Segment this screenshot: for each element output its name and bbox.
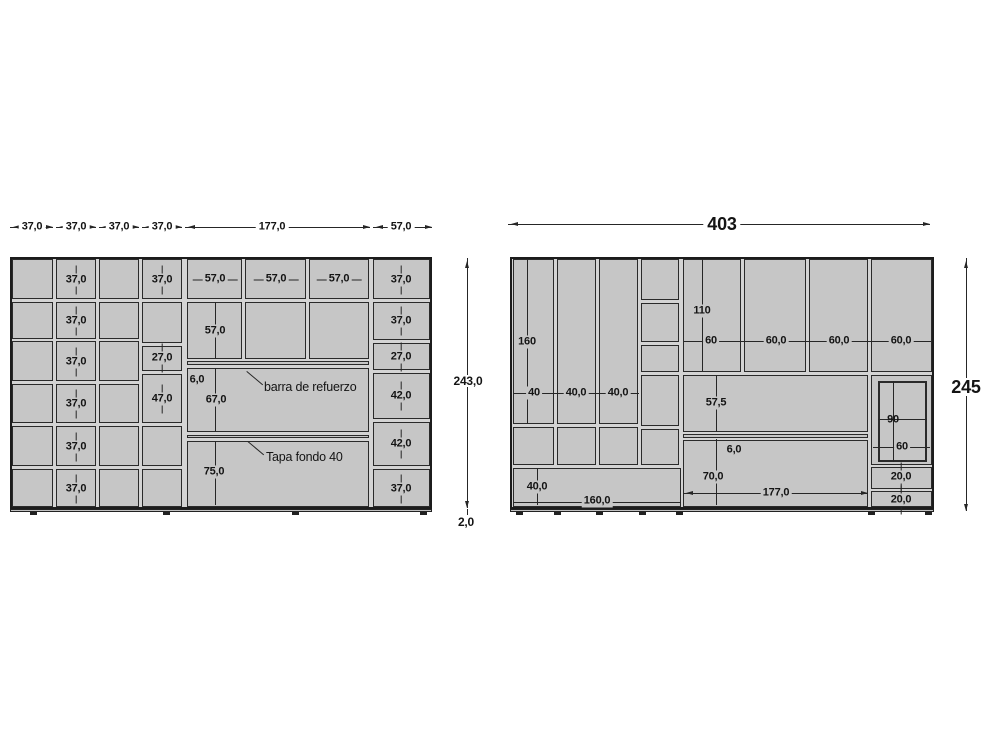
cabinet-foot	[163, 512, 170, 515]
dim-label: 40,0	[565, 386, 587, 399]
dim-label: 37,0	[65, 440, 87, 453]
dim-label: 110	[693, 304, 711, 317]
cabinet-cell	[99, 341, 139, 381]
annotation-label: Tapa fondo 40	[266, 449, 343, 464]
dimension-arrow-icon	[175, 225, 185, 229]
dim-label: 57,0	[328, 272, 350, 285]
dimension-arrow-icon	[46, 225, 56, 229]
dim-label-total-width: 403	[703, 215, 740, 233]
dim-label: 177,0	[762, 486, 790, 499]
cabinet-foot	[420, 512, 427, 515]
dimension-arrow-icon	[683, 491, 693, 495]
annotation-label: barra de refuerzo	[264, 379, 357, 394]
dimension-arrow-icon	[132, 225, 142, 229]
cabinet-foot	[925, 512, 932, 515]
dim-label: 40,0	[607, 386, 629, 399]
cabinet-cell	[142, 426, 182, 466]
dim-label: 6,0	[726, 443, 742, 456]
dim-label: 37,0	[390, 482, 412, 495]
dim-label: 70,0	[702, 470, 724, 483]
dim-label: 42,0	[390, 389, 412, 402]
dim-label: 37,0	[149, 222, 176, 233]
cabinet-cell	[871, 259, 932, 372]
cabinet-cell	[641, 375, 679, 426]
cabinet-foot	[639, 512, 646, 515]
cabinet-cell	[641, 345, 679, 372]
dimension-arrow-icon	[425, 225, 435, 229]
dim-label: 42,0	[390, 437, 412, 450]
dim-label-total-height: 243,0	[450, 375, 485, 387]
dimension-arrow-icon	[861, 491, 871, 495]
dim-label: 57,0	[204, 324, 226, 337]
cabinet-cell	[99, 302, 139, 339]
plinth	[10, 509, 432, 512]
dim-label: 37,0	[65, 314, 87, 327]
dim-label: 20,0	[890, 470, 912, 483]
cabinet-cell	[12, 259, 53, 299]
dim-label: 37,0	[65, 355, 87, 368]
cabinet-cell	[641, 259, 679, 300]
cabinet-cell	[12, 384, 53, 423]
cabinet-foot	[516, 512, 523, 515]
cabinet-cell	[99, 469, 139, 507]
cabinet-cell	[12, 426, 53, 466]
cabinet-cell	[641, 303, 679, 342]
cabinet-foot	[554, 512, 561, 515]
dimension-line	[878, 419, 927, 420]
dimension-arrow-icon	[964, 258, 968, 268]
dim-label: 37,0	[19, 222, 46, 233]
cabinet-cell	[809, 259, 868, 372]
cabinet-cell	[557, 427, 596, 465]
cabinet-cell	[142, 469, 182, 507]
cabinet-cell	[12, 469, 53, 507]
cabinet-cell	[142, 302, 182, 343]
cabinet-cell	[683, 434, 868, 438]
dim-label: 160	[518, 335, 536, 348]
cabinet-cell	[12, 302, 53, 339]
dim-label: 37,0	[151, 273, 173, 286]
dim-label: 47,0	[151, 392, 173, 405]
dimension-arrow-icon	[373, 225, 383, 229]
cabinet-cell	[187, 435, 369, 438]
dim-label: 40,0	[526, 480, 548, 493]
cabinet-cell	[187, 361, 369, 365]
dim-label: 37,0	[63, 222, 90, 233]
dim-label: 57,0	[265, 272, 287, 285]
dim-label: 57,0	[204, 272, 226, 285]
dimension-arrow-icon	[465, 501, 469, 511]
cabinet-cell	[99, 259, 139, 299]
dim-label: 40	[528, 386, 540, 399]
cabinet-cell	[99, 426, 139, 466]
dim-label: 60,0	[890, 334, 912, 347]
dim-label: 57,5	[705, 396, 727, 409]
dim-label: 60	[896, 440, 908, 453]
dim-label-plinth: 2,0	[455, 516, 477, 528]
dim-label: 60	[705, 334, 717, 347]
dim-label: 160,0	[583, 494, 611, 507]
dim-label-total-height: 245	[947, 378, 984, 396]
dim-label: 90	[887, 413, 899, 426]
dim-label: 6,0	[189, 373, 205, 386]
dimension-arrow-icon	[465, 258, 469, 268]
cabinet-cell	[599, 427, 638, 465]
cabinet-cell	[12, 341, 53, 381]
dim-label: 37,0	[106, 222, 133, 233]
dim-label: 60,0	[765, 334, 787, 347]
dim-label: 67,0	[205, 393, 227, 406]
cabinet-foot	[30, 512, 37, 515]
dim-label: 37,0	[65, 273, 87, 286]
cabinet-cell	[513, 427, 554, 465]
dim-label: 27,0	[390, 350, 412, 363]
cabinet-foot	[868, 512, 875, 515]
cabinet-cell	[641, 429, 679, 465]
cabinet-cell	[245, 302, 306, 359]
dim-label: 37,0	[390, 314, 412, 327]
dim-label: 60,0	[828, 334, 850, 347]
cabinet-foot	[676, 512, 683, 515]
dim-label: 57,0	[388, 222, 415, 233]
cabinet-cell	[99, 384, 139, 423]
dimension-arrow-icon	[89, 225, 99, 229]
cabinet-cell	[744, 259, 806, 372]
dim-label: 27,0	[151, 351, 173, 364]
cabinet-foot	[596, 512, 603, 515]
dim-label: 37,0	[390, 273, 412, 286]
dimension-arrow-icon	[923, 222, 933, 226]
dim-label: 20,0	[890, 493, 912, 506]
dim-label: 37,0	[65, 482, 87, 495]
dimension-arrow-icon	[363, 225, 373, 229]
dim-label: 177,0	[256, 222, 289, 233]
dimension-arrow-icon	[185, 225, 195, 229]
dim-label: 37,0	[65, 397, 87, 410]
dimension-arrow-icon	[508, 222, 518, 226]
cabinet-foot	[292, 512, 299, 515]
dimension-arrow-icon	[964, 504, 968, 514]
dim-label: 75,0	[203, 465, 225, 478]
cabinet-cell	[309, 302, 369, 359]
